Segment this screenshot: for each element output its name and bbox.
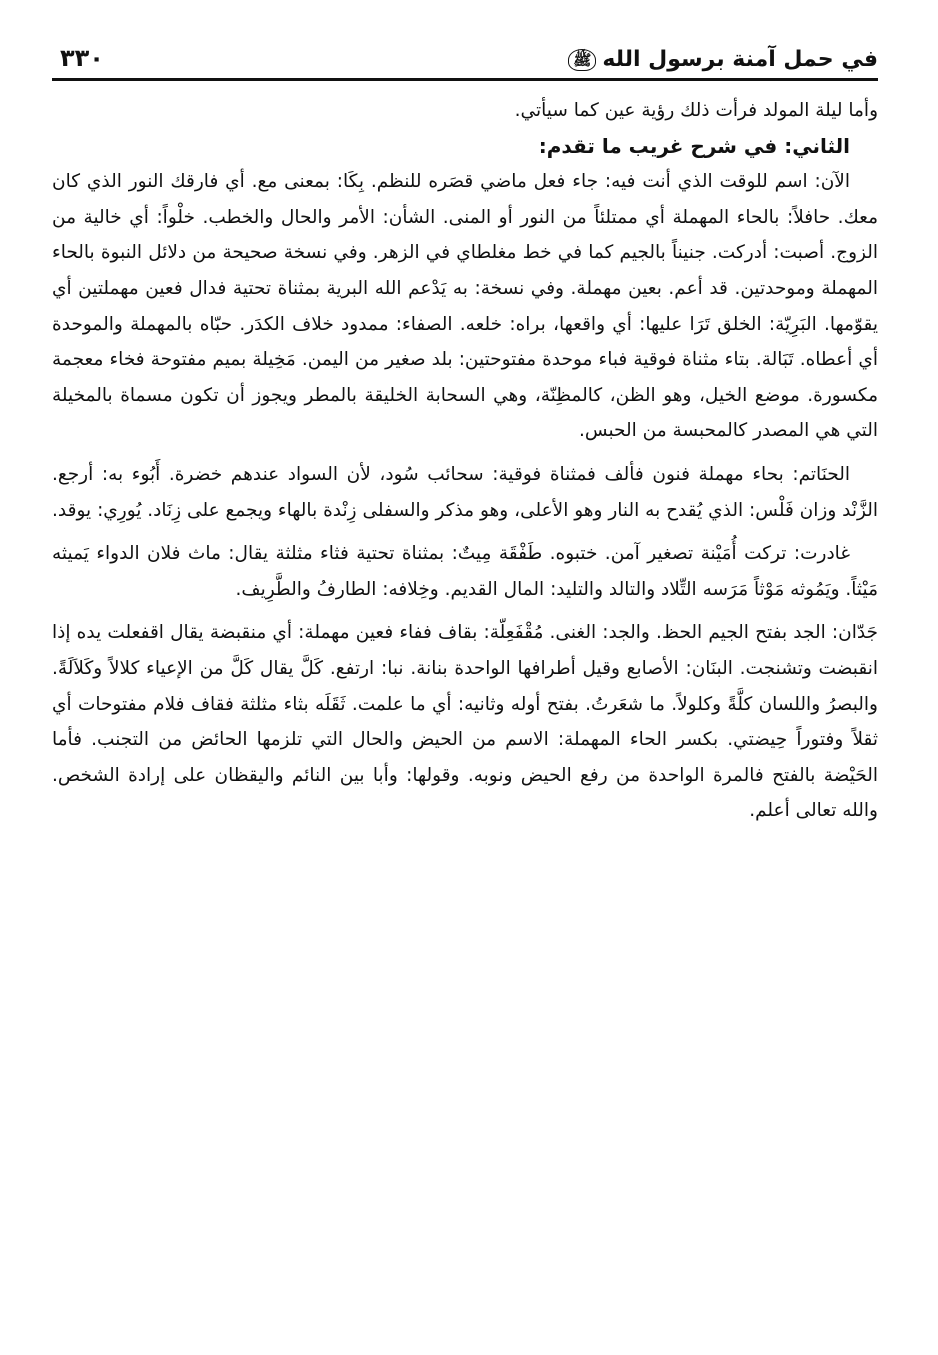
running-head-title: في حمل آمنة برسول الله — [602, 47, 878, 72]
paragraph: جَدّان: الجد بفتح الجيم الحظ. والجد: الغنى. مُقْفَعِلّة: بقاف ففاء فعين مهملة: أي منقبضة يقال اقفعلت يده إذا انقبضت وتشنجت. البنَان: الأصابع وقيل أطرافها الواحدة بنانة. نبا: ارتفع. كَلَّ يقال كَلَّ من الإعياء كلالاً وكَلاَلَةً. والبصرُ واللسان كلَّةً وكلولاً. ما شعَرتُ. بفتح أوله وثانيه: أي ما علمت. ثَقَلَه بثاء مثلثة فقاف فلام مفتوحات أي ثقلاً وفتوراً حِيضتي. بكسر الحاء المهملة: الاسم من الحيض والحال التي تلزمها الحائض من التجنب. فأما الحَيْضة بالفتح فالمرة الواحدة من رفع الحيض ونوبه. وقولها: وأبا بين النائم واليقظان على إرادة الشخص. والله تعالى أعلم. — [52, 622, 878, 822]
running-head — [52, 30, 878, 72]
section-heading: الثاني: في شرح غريب ما تقدم: — [538, 133, 850, 158]
paragraph: الحنَاتم: بحاء مهملة فنون فألف فمثناة فوقية: سحائب سُود، لأن السواد عندهم خضرة. أَبُوء به: أرجع. الزَّنْد وزان فَلْس: الذي يُقدح به النار وهو الأعلى، وهو مذكر والسفلى زِنْدة بالهاء ويجمع على زِنَاد. يُورِي: يوقد. — [52, 463, 878, 521]
paragraph: غادرت: تركت أُمَيْنة تصغير آمن. ختبوه. طَفْقَة مِيتٌ: بمثناة تحتية فثاء مثلثة يقال: ماث فلان الدواء يَميثه مَيْثاً. ويَمُوثه مَوْثاً مَرَسه التِّلاد والتالد والتليد: المال القديم. وخِلافه: الطارفُ والطَّرِيف. — [52, 543, 878, 600]
page — [52, 30, 878, 829]
honorific-mark-icon: ﷺ — [568, 49, 596, 71]
paragraph: وأما ليلة المولد فرأت ذلك رؤية عين كما سيأتي. — [514, 100, 878, 121]
page-number: ٣٣٠ — [60, 44, 104, 72]
paragraph: الآن: اسم للوقت الذي أنت فيه: جاء فعل ماضي قصَره للنظم. بِكَا: بمعنى مع. أي فارقك النور الذي كان معك. حافلاً: بالحاء المهملة أي ممتلئاً من النور أو المنى. الشأن: الأمر والحال والخطب. خلْواً: أي خالية من الزوج. أصبت: أدركت. جنيناً بالجيم كما في خط مغلطاي في الزهر. وفي نسخة صحيحة من دلائل النبوة بالحاء المهملة وموحدتين. قد أعم. بعين مهملة. وفي نسخة: به يَدْعم الله البرية بمثناة تحتية فدال فعين مهملتين أي يقوّمها. البَرِيّة: الخلق تَرَا عليها: أي واقعها، براه: خلعه. الصفاء: ممدود خلاف الكدَر. حبّاه بالمهملة والموحدة أي أعطاه. تَبَالة. بتاء مثناة فوقية فباء موحدة مفتوحتين: بلد صغير من اليمن. مَخِيلة بميم مفتوحة فخاء معجمة مكسورة. موضع الخيل، وهو الظن، كالمظِنّة، وهي السحابة الخليقة بالمطر ويجوز أن تكون مسماة بالمخيلة التي هي المصدر كالمحبسة من الحبس. — [52, 171, 878, 442]
header-rule — [52, 78, 878, 81]
body-text — [52, 93, 878, 829]
running-head-title-group — [568, 47, 878, 72]
